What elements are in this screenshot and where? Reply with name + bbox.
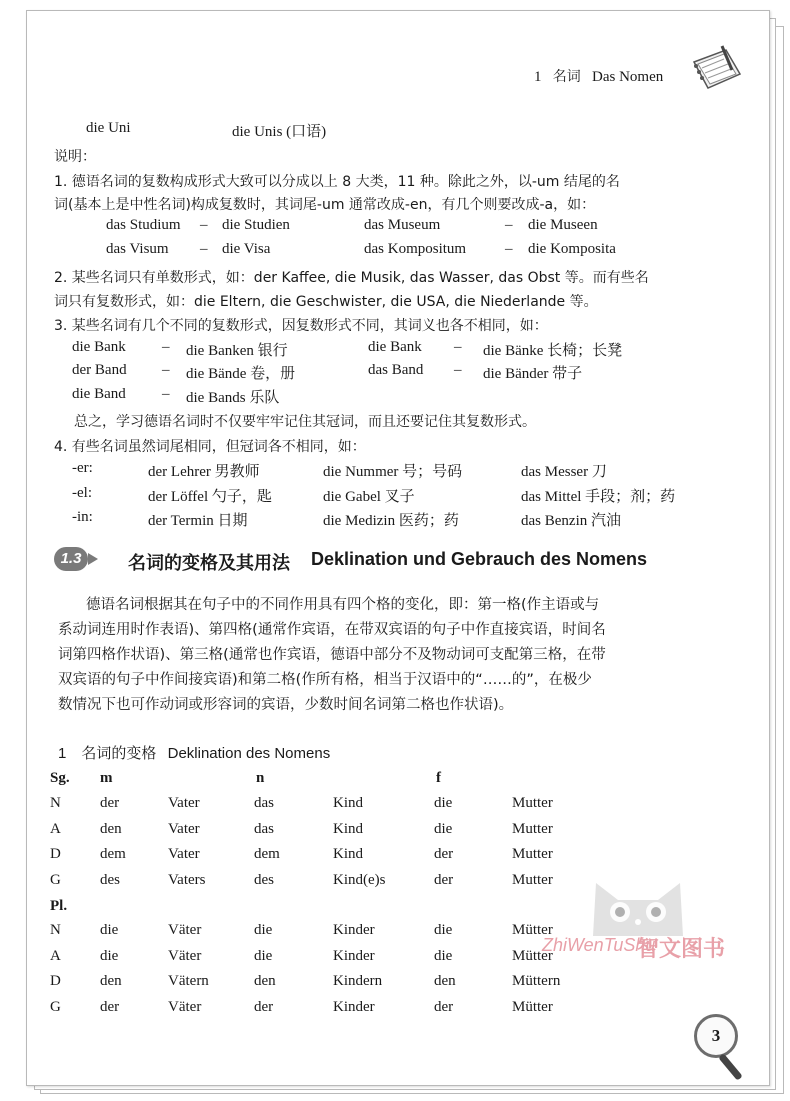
note4-line1: 4. 有些名词虽然词尾相同，但冠词各不相同，如： <box>54 439 366 455</box>
noun-cell: Väter <box>168 922 202 938</box>
case-label: N <box>50 922 61 938</box>
note1-example: das Kompositum <box>364 241 467 257</box>
section-title-de: Deklination und Gebrauch des Nomens <box>311 549 648 569</box>
article-cell: der <box>434 871 454 888</box>
page-number: 3 <box>694 1014 738 1058</box>
note3-word: die Bands 乐队 <box>186 390 280 406</box>
note1-example: die Visa <box>222 241 271 257</box>
noun-cell: Vaters <box>168 871 206 888</box>
dash: – <box>200 217 208 233</box>
note3-word: der Band <box>72 362 127 378</box>
noun-cell: Vater <box>168 846 200 862</box>
note4-word: die Gabel 叉子 <box>323 489 415 505</box>
noun-cell: Kinder <box>333 947 375 964</box>
case-label: D <box>50 846 61 862</box>
note1-example: die Komposita <box>528 241 616 257</box>
article-cell: des <box>254 871 274 888</box>
case-label: A <box>50 820 61 837</box>
article-cell: dem <box>254 846 280 862</box>
noun-cell: Mütter <box>512 998 553 1015</box>
noun-cell: Väter <box>168 998 202 1015</box>
plural-label: Pl. <box>50 898 68 914</box>
note1-example: das Studium <box>106 217 181 233</box>
suffix-label: -er: <box>72 460 93 476</box>
noun-cell: Vater <box>168 795 200 811</box>
note4-word: das Messer 刀 <box>521 464 607 480</box>
case-label: D <box>50 973 61 989</box>
note4-word: der Termin 日期 <box>148 513 248 529</box>
cat-logo-icon <box>588 878 688 938</box>
note3-word: die Banken 银行 <box>186 343 288 359</box>
noun-cell: Mutter <box>512 871 553 888</box>
noun-cell: Vätern <box>168 973 209 989</box>
notebook-icon <box>688 44 744 94</box>
section-number-badge: 1.3 <box>54 547 88 571</box>
note3-word: die Bänke 长椅；长凳 <box>483 343 623 359</box>
subsection-title-de: Deklination des Nomens <box>167 745 331 762</box>
example-singular: die Uni <box>86 120 131 136</box>
note1-example: die Studien <box>222 217 290 233</box>
gender-n: n <box>256 770 265 786</box>
note3-summary: 总之，学习德语名词时不仅要牢牢记住其冠词，而且还要记住其复数形式。 <box>74 414 536 430</box>
note4-word: der Lehrer 男教师 <box>148 464 260 480</box>
section-paragraph-line: 数情况下也可作动词或形容词的宾语，少数时间名词第二格也作状语)。 <box>58 697 514 713</box>
note3-word: die Bänder 带子 <box>483 366 583 382</box>
note1-example: das Visum <box>106 241 169 257</box>
case-label: G <box>50 871 61 888</box>
dash: – <box>200 241 208 257</box>
section-paragraph-line: 系动词连用时作表语)、第四格(通常作宾语，在带双宾语的句子中作直接宾语，时间名 <box>58 622 606 638</box>
article-cell: die <box>254 947 273 964</box>
article-cell: die <box>434 922 453 938</box>
case-label: G <box>50 998 61 1015</box>
noun-cell: Kind <box>333 846 363 862</box>
dash: – <box>454 339 462 355</box>
article-cell: der <box>100 998 120 1015</box>
dash: – <box>162 339 170 355</box>
gender-f: f <box>436 770 441 786</box>
noun-cell: Kinder <box>333 998 375 1015</box>
subsection-number: 1 <box>58 745 67 762</box>
noun-cell: Mütter <box>512 947 553 964</box>
dash: – <box>162 386 170 402</box>
article-cell: die <box>100 922 119 938</box>
article-cell: die <box>434 820 453 837</box>
note1-line1: 1. 德语名词的复数构成形式大致可以分成以上 8 大类，11 种。除此之外，以-um 结尾的名 <box>54 174 620 190</box>
article-cell: die <box>254 922 273 938</box>
note3-word: das Band <box>368 362 424 378</box>
section-paragraph-line: 德语名词根据其在句子中的不同作用具有四个格的变化，即：第一格(作主语或与 <box>86 597 600 613</box>
gender-m: m <box>100 770 113 786</box>
section-paragraph-line: 词第四格作状语)、第三格(通常也作宾语，德语中部分不及物动词可支配第三格，在带 <box>58 647 606 663</box>
explain-label: 说明： <box>54 149 96 165</box>
note2-line1: 2. 某些名词只有单数形式，如：der Kaffee, die Musik, das Wasser, das Obst 等。而有些名 <box>54 270 649 286</box>
dash: – <box>505 241 513 257</box>
dash: – <box>505 217 513 233</box>
suffix-label: -el: <box>72 485 92 501</box>
note1-example: das Museum <box>364 217 441 233</box>
article-cell: den <box>100 820 122 837</box>
article-cell: die <box>434 947 453 964</box>
article-cell: die <box>434 795 453 811</box>
note3-word: die Bände 卷，册 <box>186 366 296 382</box>
noun-cell: Kinder <box>333 922 375 938</box>
section-paragraph-line: 双宾语的句子中作间接宾语)和第二格(作所有格，相当于汉语中的“……的”，在极少 <box>58 672 592 688</box>
chapter-title-cn: 名词 <box>552 69 581 85</box>
noun-cell: Väter <box>168 947 202 964</box>
note3-word: die Bank <box>368 339 422 355</box>
note4-word: die Medizin 医药；药 <box>323 513 459 529</box>
noun-cell: Kind(e)s <box>333 871 386 888</box>
case-label: N <box>50 795 61 811</box>
note2-line2: 词只有复数形式，如：die Eltern, die Geschwister, die USA, die Niederlande 等。 <box>54 294 598 310</box>
noun-cell: Vater <box>168 820 200 837</box>
article-cell: der <box>254 998 274 1015</box>
note4-word: das Benzin 汽油 <box>521 513 621 529</box>
article-cell: den <box>254 973 276 989</box>
noun-cell: Kind <box>333 820 363 837</box>
note4-word: die Nummer 号；号码 <box>323 464 463 480</box>
note3-word: die Bank <box>72 339 126 355</box>
article-cell: der <box>100 795 120 811</box>
dash: – <box>454 362 462 378</box>
chapter-title-de: Das Nomen <box>592 69 664 85</box>
note4-word: das Mittel 手段；剂；药 <box>521 489 676 505</box>
note1-example: die Museen <box>528 217 598 233</box>
article-cell: der <box>434 998 454 1015</box>
case-label: A <box>50 947 61 964</box>
note1-line2: 词(基本上是中性名词)构成复数时，其词尾-um 通常改成-en，有几个则要改成-a，如： <box>54 197 596 213</box>
article-cell: dem <box>100 846 126 862</box>
article-cell: den <box>434 973 456 989</box>
noun-cell: Mutter <box>512 846 553 862</box>
noun-cell: Kindern <box>333 973 383 989</box>
noun-cell: Mütter <box>512 922 553 938</box>
chapter-number: 1 <box>534 69 542 85</box>
article-cell: des <box>100 871 120 888</box>
note4-word: der Löffel 勺子，匙 <box>148 489 272 505</box>
noun-cell: Mutter <box>512 820 553 837</box>
article-cell: das <box>254 795 274 811</box>
suffix-label: -in: <box>72 509 93 525</box>
article-cell: die <box>100 947 119 964</box>
noun-cell: Müttern <box>512 973 561 989</box>
note3-word: die Band <box>72 386 126 402</box>
example-plural: die Unis (口语) <box>232 124 327 140</box>
article-cell: das <box>254 820 274 837</box>
subsection-title-cn: 名词的变格 <box>81 744 157 762</box>
watermark-cn: 智文图书 <box>637 937 726 962</box>
section-title-cn: 名词的变格及其用法 <box>128 553 290 574</box>
article-cell: den <box>100 973 122 989</box>
dash: – <box>162 362 170 378</box>
note3-line1: 3. 某些名词有几个不同的复数形式，因复数形式不同，其词义也各不相同，如： <box>54 318 548 334</box>
subsection-heading <box>58 742 330 763</box>
noun-cell: Kind <box>333 795 363 811</box>
noun-cell: Mutter <box>512 795 553 811</box>
article-cell: der <box>434 846 454 862</box>
singular-label: Sg. <box>50 770 70 786</box>
running-header <box>534 66 663 86</box>
watermark-latin: ZhiWenTuShu <box>542 935 656 955</box>
